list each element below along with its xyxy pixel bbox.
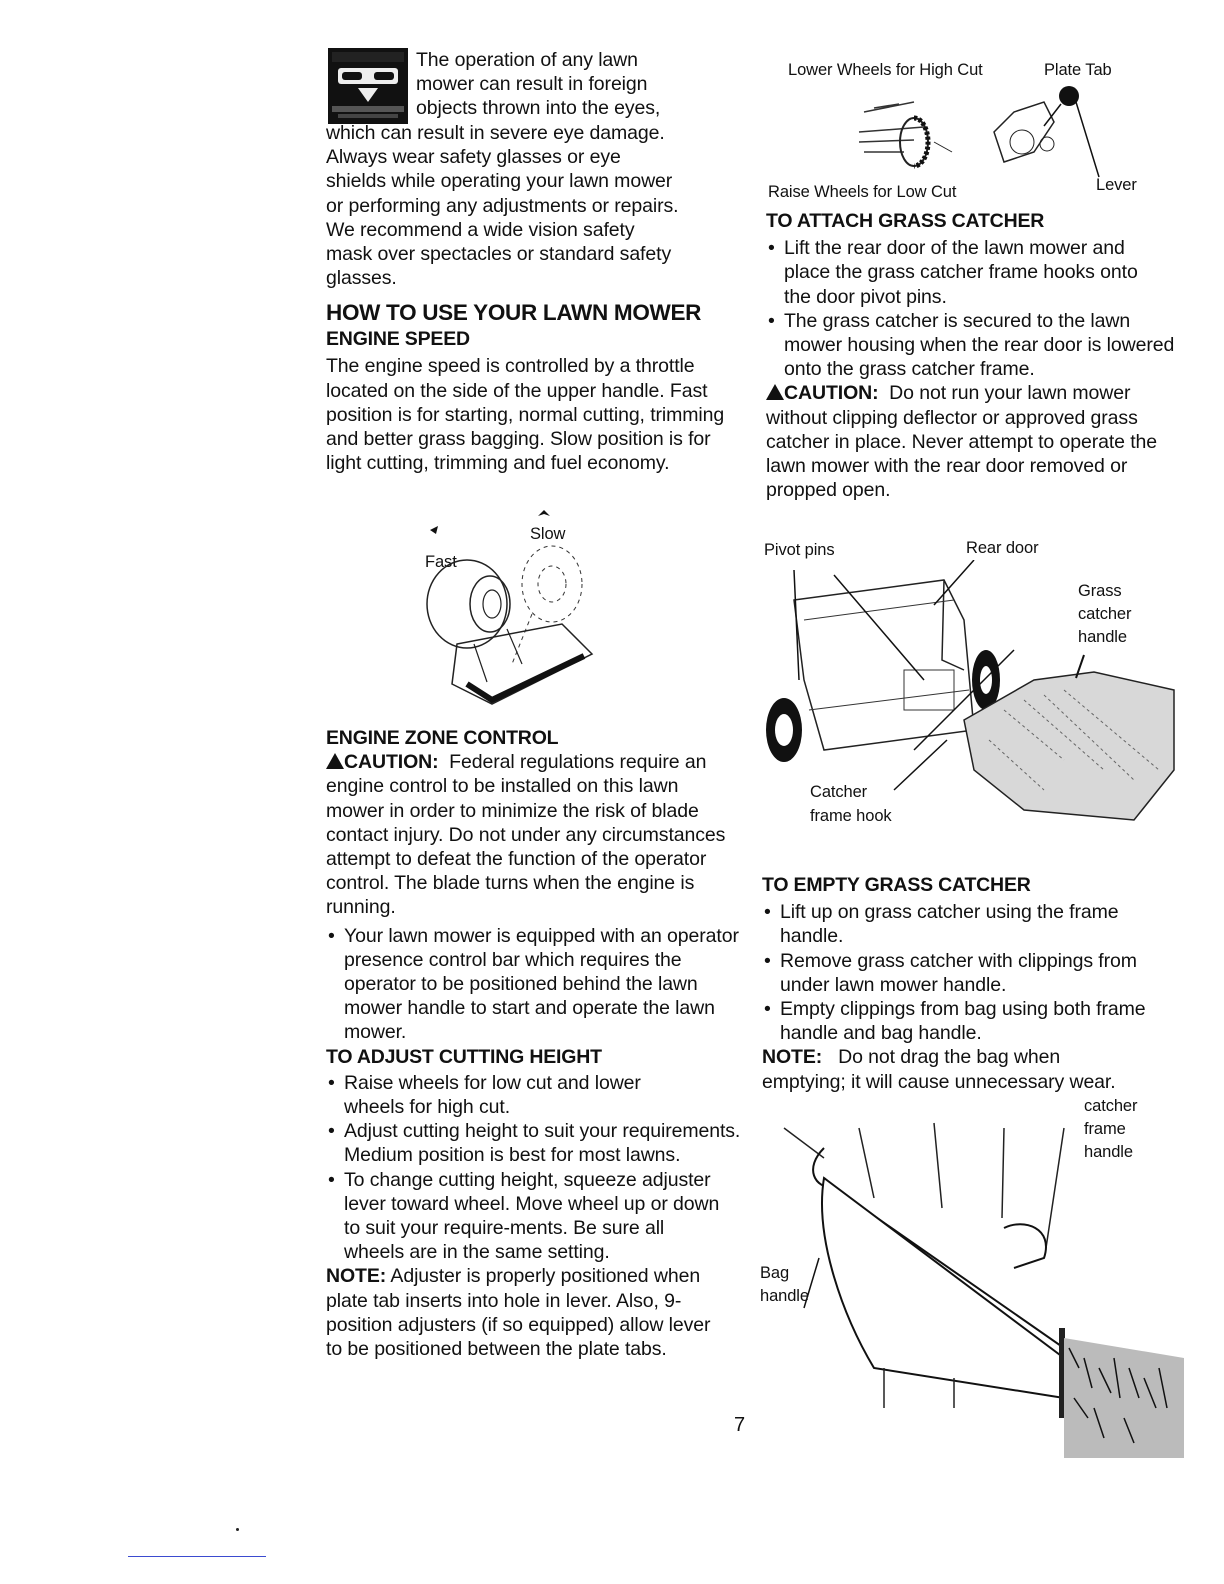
- bullet-text: Your lawn mower is equipped with an operator presence control bar which requires the operator to be positioned behind the lawn mower handle to start and operate the lawn mower.: [344, 924, 739, 1044]
- empty-note-line1: Do not drag the bag when: [838, 1046, 1061, 1069]
- attach-bullet: • Lift the rear door of the lawn mower and place the grass catcher frame hooks onto the door pivot pins.: [766, 236, 1176, 309]
- lever-label: Lever: [1096, 176, 1137, 194]
- intro-line: Always wear safety glasses or eye: [326, 146, 621, 169]
- label-line: handle: [1078, 628, 1127, 646]
- bullet-text: Empty clippings from bag using both frame handle and bag handle.: [780, 998, 1146, 1045]
- plate-tab-label: Plate Tab: [1044, 61, 1112, 79]
- bullet-text: Lift the rear door of the lawn mower and place the grass catcher frame hooks onto the door pivot pins.: [784, 237, 1138, 308]
- bullet-text: Lift up on grass catcher using the frame handle.: [780, 901, 1119, 948]
- label-line: handle: [1084, 1143, 1133, 1161]
- how-to-use-heading: HOW TO USE YOUR LAWN MOWER: [326, 300, 702, 325]
- empty-bullet: • Lift up on grass catcher using the frame handle.: [762, 900, 1182, 948]
- engine-zone-text: [326, 750, 736, 919]
- safety-glasses-icon: [328, 48, 408, 124]
- empty-bullet: • Remove grass catcher with clippings from under lawn mower handle.: [762, 949, 1182, 997]
- intro-line: shields while operating your lawn mower: [326, 170, 673, 193]
- warning-icon: [326, 753, 344, 769]
- attach-heading: TO ATTACH GRASS CATCHER: [766, 210, 1045, 232]
- label-line: catcher: [1084, 1097, 1138, 1115]
- empty-heading: TO EMPTY GRASS CATCHER: [762, 874, 1031, 896]
- intro-line: We recommend a wide vision safety: [326, 218, 635, 241]
- eye-warning-intro-rest: [326, 121, 746, 290]
- bullet-text: Adjust cutting height to suit your requirements. Medium position is best for most lawns.: [344, 1120, 741, 1167]
- adjust-note-body: Adjuster is properly positioned when plate tab inserts into hole in lever. Also, 9-position adjusters (if so equipped) allow lever to be positioned between the plate tabs.: [326, 1265, 711, 1361]
- empty-note: [762, 1045, 1182, 1069]
- bullet-text: Remove grass catcher with clippings from under lawn mower handle.: [780, 949, 1137, 996]
- adjust-bullet: • Adjust cutting height to suit your requirements. Medium position is best for most lawns.: [326, 1119, 746, 1167]
- attach-caution: [766, 381, 1170, 502]
- bag-handle-label: [760, 1262, 809, 1308]
- intro-line: objects thrown into the eyes,: [416, 97, 661, 120]
- engine-zone-body: Federal regulations require an engine control to be installed on this lawn mower in order to minimize the risk of blade contact injury. Do not under any circumstances attempt to defeat the function of the operator control. The blade turns when the engine is running.: [326, 751, 726, 919]
- throttle-fast-label: Fast: [425, 553, 457, 571]
- empty-bullet: • Empty clippings from bag using both frame handle and bag handle.: [762, 997, 1182, 1045]
- engine-zone-heading: ENGINE ZONE CONTROL: [326, 727, 559, 749]
- label-line: Bag: [760, 1264, 790, 1282]
- label-line: Catcher: [810, 783, 868, 801]
- raise-wheels-label: Raise Wheels for Low Cut: [768, 183, 957, 201]
- lower-wheels-label: Lower Wheels for High Cut: [788, 61, 983, 79]
- bullet-text: The grass catcher is secured to the lawn mower housing when the rear door is lowered onto the grass catcher frame.: [784, 309, 1175, 381]
- wheel-adjuster-diagram: [844, 82, 1174, 182]
- engine-speed-heading: ENGINE SPEED: [326, 328, 470, 351]
- engine-zone-bullet: • Your lawn mower is equipped with an operator presence control bar which requires the operator to be positioned behind the lawn mower handle to start and operate the lawn mower.: [326, 924, 746, 1045]
- intro-line: mower can result in foreign: [416, 73, 648, 96]
- catcher-hook-label: [810, 780, 892, 828]
- label-line: catcher: [1078, 605, 1132, 623]
- intro-line: mask over spectacles or standard safety: [326, 243, 672, 266]
- pivot-pins-label: Pivot pins: [764, 541, 835, 559]
- eye-warning-intro-top: [416, 48, 746, 121]
- caution-label: CAUTION:: [344, 751, 439, 774]
- note-label: NOTE:: [762, 1046, 823, 1069]
- bullet-text: To change cutting height, squeeze adjuster lever toward wheel. Move wheel up or down to suit your require-ments. Be sure all wheels are in the same setting.: [344, 1168, 720, 1264]
- intro-line: The operation of any lawn: [416, 49, 638, 71]
- rear-door-label: Rear door: [966, 539, 1039, 557]
- note-label: NOTE:: [326, 1265, 387, 1288]
- intro-line: glasses.: [326, 267, 397, 290]
- label-line: Grass: [1078, 582, 1122, 600]
- adjust-bullet: • To change cutting height, squeeze adjuster lever toward wheel. Move wheel up or down to suit your require-ments. Be sure all wheels are in the same setting.: [326, 1168, 746, 1265]
- intro-line: which can result in severe eye damage.: [326, 122, 665, 144]
- footer-rule: [128, 1556, 266, 1557]
- intro-line: or performing any adjustments or repairs.: [326, 194, 679, 217]
- caution-label: CAUTION:: [784, 382, 879, 405]
- page-number: 7: [734, 1414, 746, 1436]
- throttle-diagram: [412, 504, 602, 714]
- adjust-heading: TO ADJUST CUTTING HEIGHT: [326, 1045, 602, 1068]
- emptying-grass-catcher-diagram: [764, 1118, 1184, 1458]
- label-line: frame hook: [810, 807, 892, 825]
- label-line: frame: [1084, 1120, 1126, 1138]
- engine-speed-text: The engine speed is controlled by a throttle located on the side of the upper handle. Fast position is for starting, normal cutting, trimming and better grass bagging. Slow position is for light cutting, trimming and fuel economy.: [326, 355, 725, 475]
- adjust-bullet: • Raise wheels for low cut and lower wheels for high cut.: [326, 1071, 746, 1119]
- bullet-text: Raise wheels for low cut and lower wheels for high cut.: [344, 1071, 641, 1119]
- stray-dot: [236, 1528, 239, 1531]
- adjust-note: [326, 1264, 726, 1361]
- empty-note-line2: emptying; it will cause unnecessary wear.: [762, 1070, 1116, 1093]
- label-line: handle: [760, 1287, 809, 1305]
- warning-icon: [766, 384, 784, 400]
- throttle-slow-label: Slow: [530, 525, 566, 543]
- attach-bullet: • The grass catcher is secured to the lawn mower housing when the rear door is lowered onto the grass catcher frame.: [768, 309, 1175, 381]
- attach-caution-body: Do not run your lawn mower without clipping deflector or approved grass catcher in place. Never attempt to operate the lawn mower with the rear door removed or propped open.: [766, 382, 1158, 502]
